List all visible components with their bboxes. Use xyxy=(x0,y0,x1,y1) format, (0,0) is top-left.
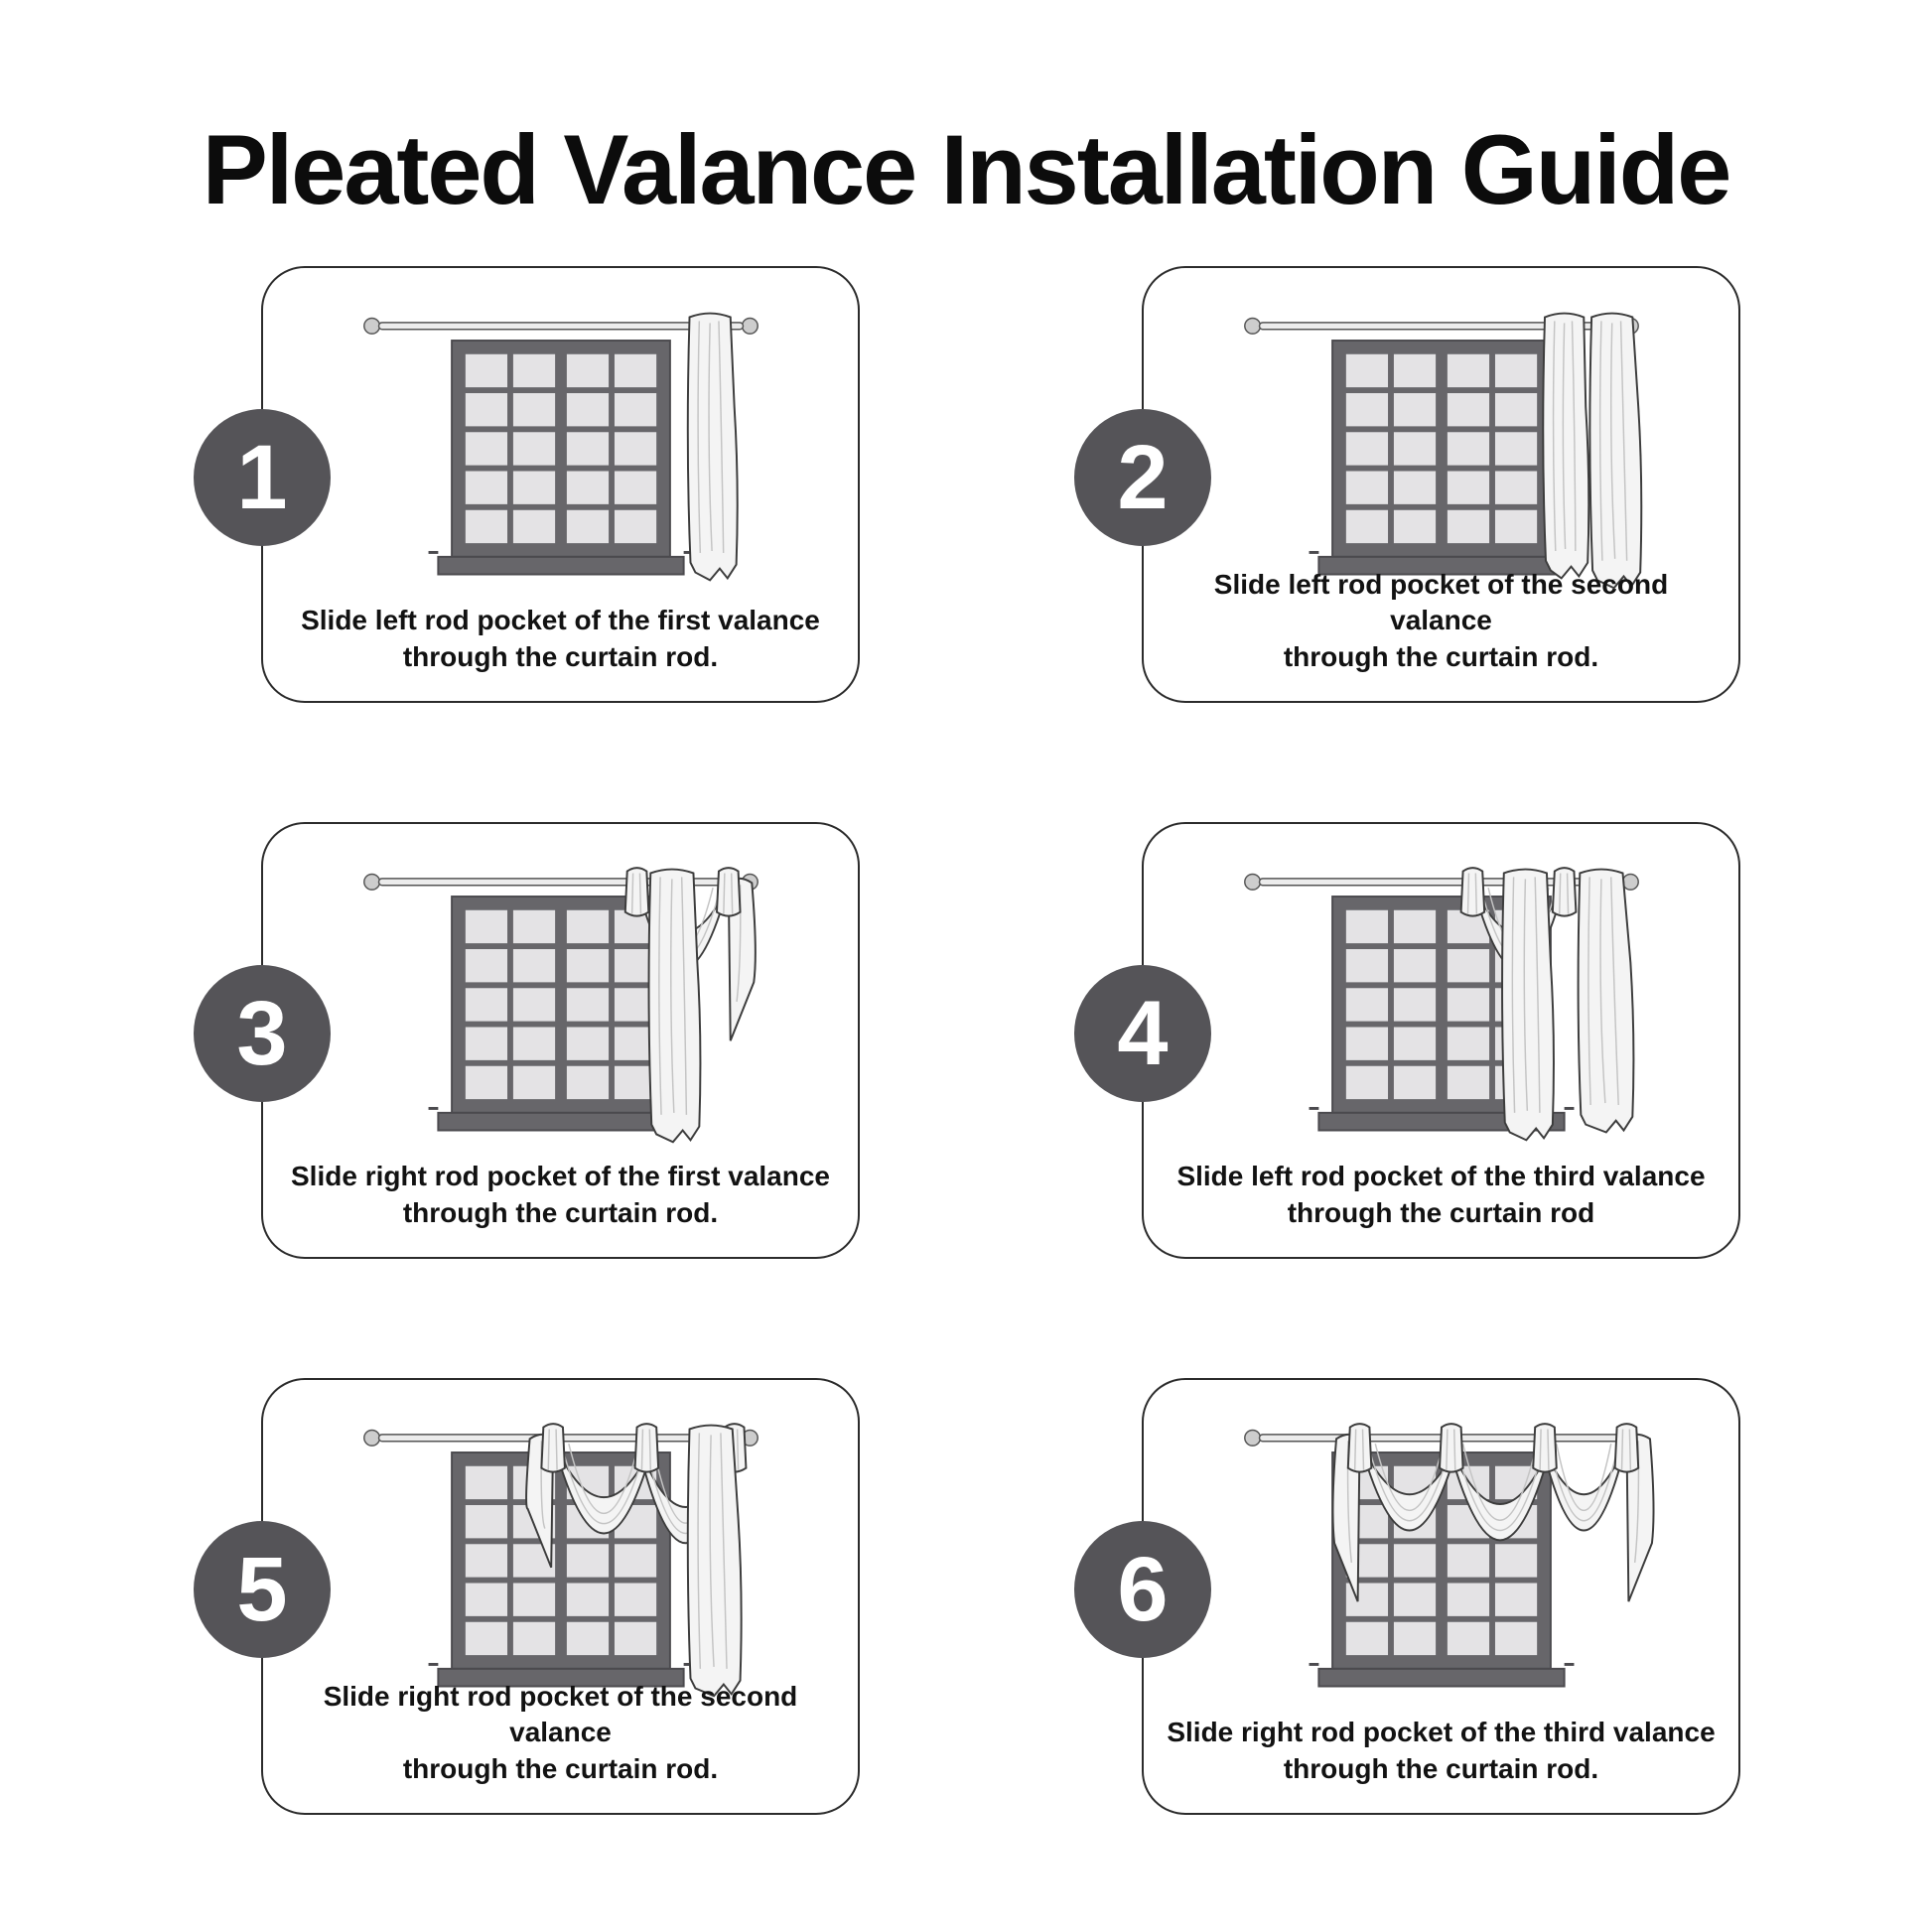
caption-line-2: through the curtain rod. xyxy=(402,640,719,672)
step-caption xyxy=(1164,1159,1719,1231)
step-caption xyxy=(283,1679,838,1787)
step-number: 1 xyxy=(236,427,288,528)
step-number: 6 xyxy=(1117,1539,1169,1640)
caption-line-1: Slide left rod pocket of the first valance xyxy=(301,605,820,636)
swag-with-two-hanging-tails-icon xyxy=(1227,846,1656,1158)
step-card-1 xyxy=(236,266,860,703)
page-title: Pleated Valance Installation Guide xyxy=(202,114,1730,225)
window-curtain-illustration xyxy=(346,1402,775,1714)
three-swags-complete-icon xyxy=(1227,1402,1656,1714)
step-number-badge xyxy=(1074,1521,1211,1658)
window-curtain-illustration xyxy=(1227,846,1656,1158)
step-caption xyxy=(1164,1715,1719,1787)
step-caption xyxy=(1164,567,1719,675)
one-valance-panel-hanging-right-icon xyxy=(346,290,775,602)
step-caption xyxy=(283,603,838,675)
caption-line-1: Slide right rod pocket of the second valance xyxy=(323,1680,798,1748)
caption-line-2: through the curtain rod. xyxy=(402,1752,719,1784)
window-curtain-illustration xyxy=(1227,290,1656,602)
caption-line-1: Slide left rod pocket of the second valance xyxy=(1213,568,1669,636)
step-number: 2 xyxy=(1117,427,1169,528)
caption-line-1: Slide left rod pocket of the third valance xyxy=(1176,1161,1706,1192)
step-card-5 xyxy=(236,1378,860,1815)
step-card-6 xyxy=(1117,1378,1740,1815)
step-number: 4 xyxy=(1117,983,1169,1084)
caption-line-1: Slide right rod pocket of the first valance xyxy=(291,1161,830,1192)
step-number-badge xyxy=(194,1521,331,1658)
step-number: 5 xyxy=(236,1539,288,1640)
two-valance-panels-hanging-right-icon xyxy=(1227,290,1656,602)
window-curtain-illustration xyxy=(346,290,775,602)
window-curtain-illustration xyxy=(346,846,775,1158)
window-curtain-illustration xyxy=(1227,1402,1656,1714)
step-number-badge xyxy=(1074,409,1211,546)
steps-grid xyxy=(236,266,1740,1815)
first-valance-swag-with-hanging-tail-icon xyxy=(346,846,775,1158)
step-card-2 xyxy=(1117,266,1740,703)
step-number-badge xyxy=(194,965,331,1102)
caption-line-1: Slide right rod pocket of the third valance xyxy=(1167,1717,1716,1748)
two-swags-with-hanging-tail-icon xyxy=(346,1402,775,1714)
caption-line-2: through the curtain rod. xyxy=(1283,640,1599,672)
caption-line-2: through the curtain rod xyxy=(1287,1196,1595,1228)
step-caption xyxy=(283,1159,838,1231)
step-number-badge xyxy=(1074,965,1211,1102)
caption-line-2: through the curtain rod. xyxy=(402,1196,719,1228)
step-number: 3 xyxy=(236,983,288,1084)
caption-line-2: through the curtain rod. xyxy=(1283,1752,1599,1784)
step-number-badge xyxy=(194,409,331,546)
step-card-4 xyxy=(1117,822,1740,1259)
step-card-3 xyxy=(236,822,860,1259)
